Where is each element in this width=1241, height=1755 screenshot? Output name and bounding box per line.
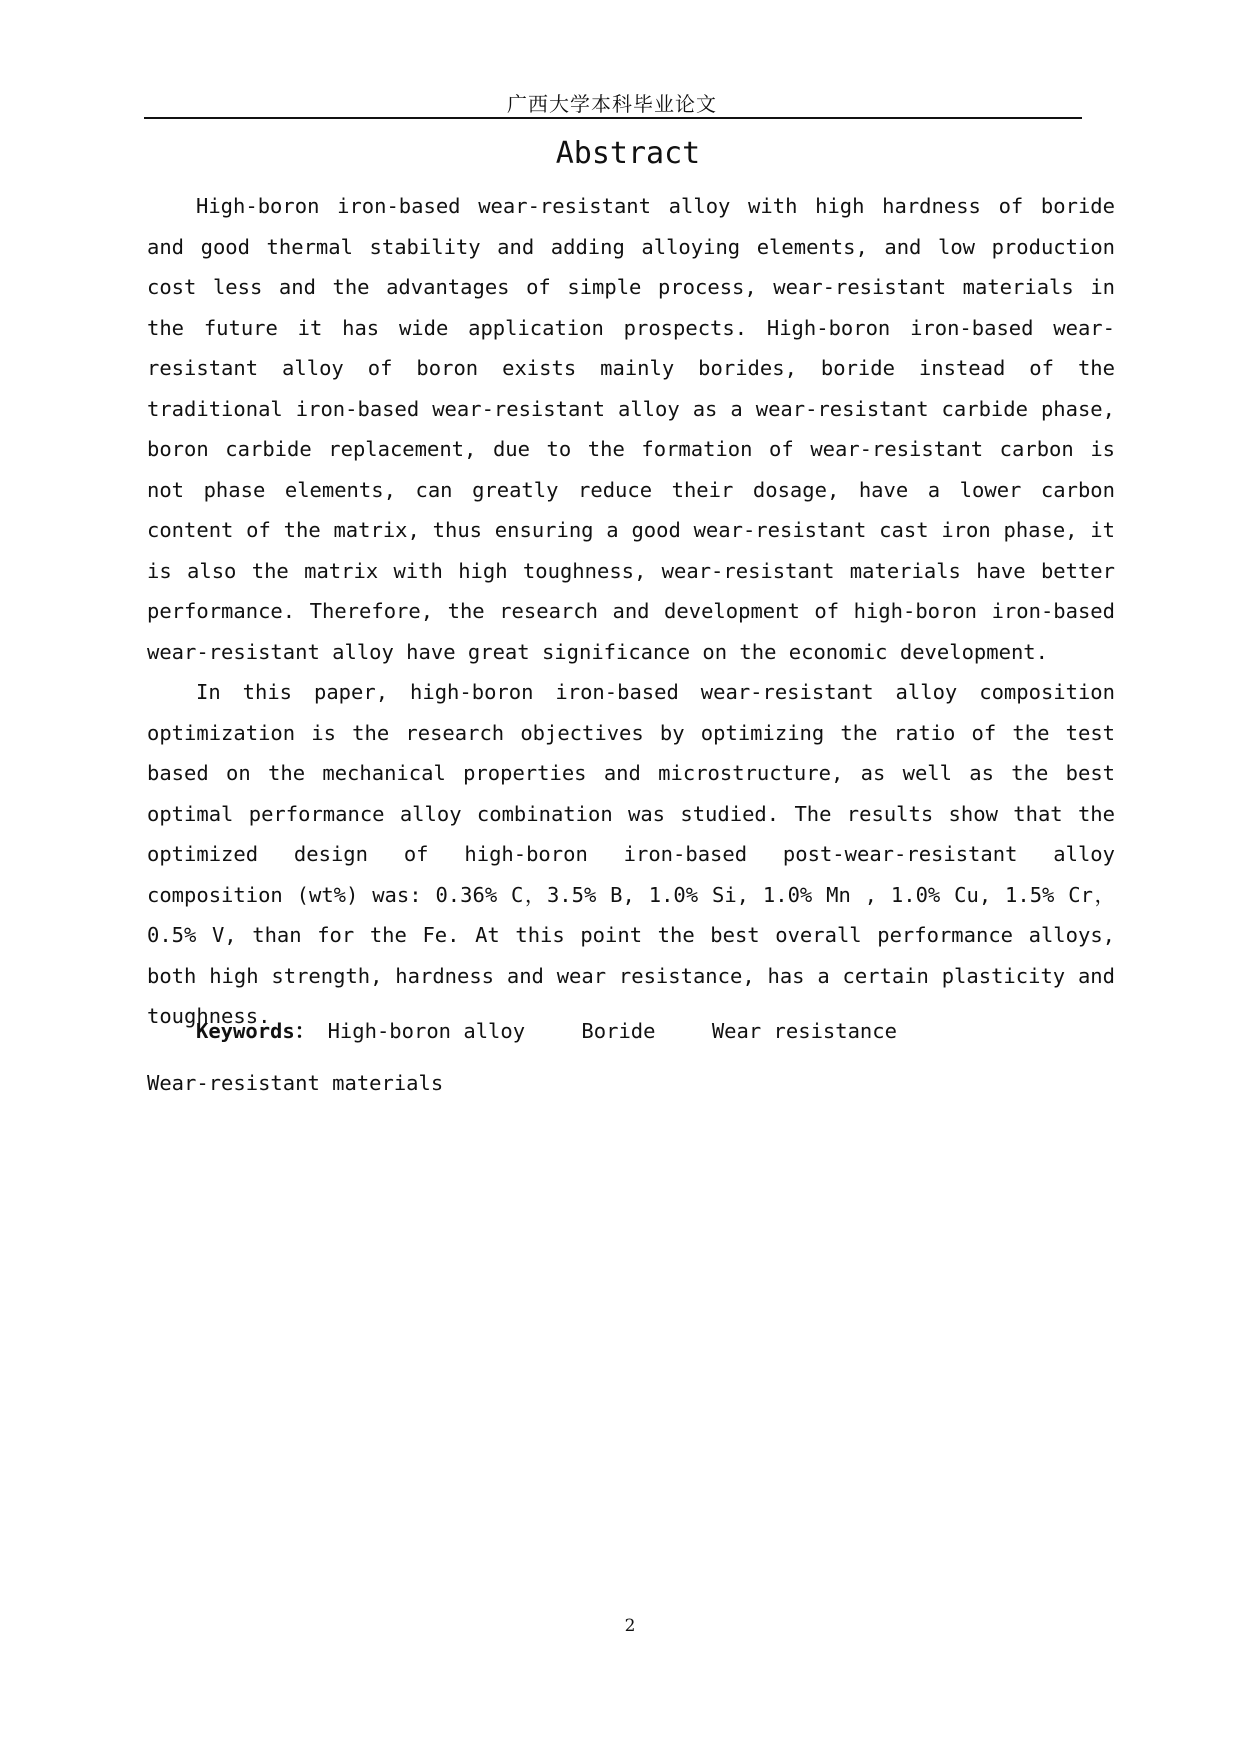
keyword-item: High-boron alloy xyxy=(327,1019,526,1043)
abstract-body xyxy=(147,186,1115,1037)
header-rule xyxy=(144,117,1082,119)
abstract-title: Abstract xyxy=(555,136,701,171)
keywords-label: Keywords： xyxy=(196,1019,316,1043)
abstract-paragraph-1: High-boron iron-based wear-resistant alloy with high hardness of boride and good thermal stability and adding alloying elements, and low production cost less and the advantages of simple process, wear-resistant materials in the future it has wide application prospects. High-boron iron-based wear-resistant alloy of boron exists mainly borides, boride instead of the traditional iron-based wear-resistant alloy as a wear-resistant carbide phase, boron carbide replacement, due to the formation of wear-resistant carbon is not phase elements, can greatly reduce their dosage, have a lower carbon content of the matrix, thus ensuring a good wear-resistant cast iron phase, it is also the matrix with high toughness, wear-resistant materials have better performance. Therefore, the research and development of high-boron iron-based wear-resistant alloy have great significance on the economic development. xyxy=(147,194,1115,664)
keyword-item: Boride xyxy=(581,1019,656,1043)
running-header: 广西大学本科毕业论文 xyxy=(507,92,717,116)
page-number: 2 xyxy=(624,1616,636,1636)
abstract-paragraph-2: In this paper, high-boron iron-based wear-resistant alloy composition optimization is the research objectives by optimizing the ratio of the test based on the mechanical properties and microstructure, as well as the best optimal performance alloy combination was studied. The results show that the optimized design of high-boron iron-based post-wear-resistant alloy composition (wt%) was: 0.36% C，3.5% B, 1.0% Si, 1.0% Mn , 1.0% Cu, 1.5% Cr，0.5% V, than for the Fe. At this point the best overall performance alloys, both high strength, hardness and wear resistance, has a certain plasticity and toughness. xyxy=(147,680,1115,1028)
keywords-line xyxy=(147,1005,1115,1109)
keyword-item: Wear-resistant materials xyxy=(147,1071,444,1095)
keyword-item: Wear resistance xyxy=(711,1019,897,1043)
